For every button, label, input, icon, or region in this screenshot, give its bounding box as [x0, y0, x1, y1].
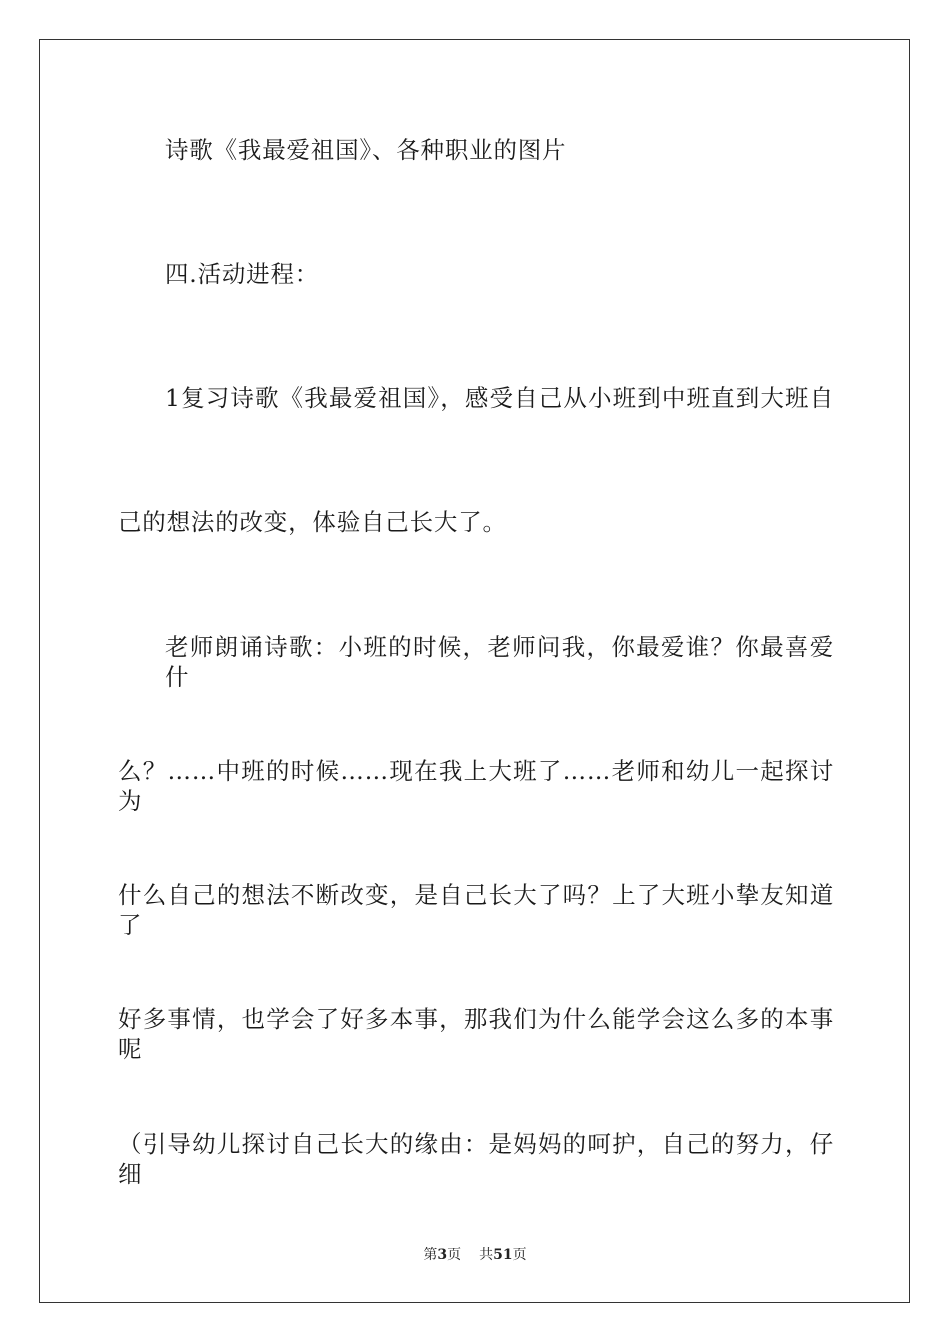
paragraph-line: 老师朗诵诗歌：小班的时候，老师问我，你最爱谁？你最喜爱什	[165, 633, 834, 691]
paragraph-line: 1复习诗歌《我最爱祖国》，感受自己从小班到中班直到大班自	[165, 384, 834, 412]
total-suffix: 页	[512, 1247, 527, 1263]
page-number: 3	[437, 1247, 448, 1263]
page-footer	[0, 1246, 950, 1264]
page-prefix: 第	[423, 1247, 438, 1263]
paragraph-line: （引导幼儿探讨自己长大的缘由：是妈妈的呵护，自己的努力，仔细	[118, 1130, 834, 1188]
paragraph-line: 己的想法的改变，体验自己长大了。	[118, 508, 507, 536]
paragraph-line: 什么自己的想法不断改变，是自己长大了吗？上了大班小挚友知道了	[118, 881, 834, 939]
text-line-materials: 诗歌《我最爱祖国》、各种职业的图片	[165, 136, 567, 164]
total-pages: 51	[493, 1247, 513, 1263]
paragraph-line: 好多事情，也学会了好多本事，那我们为什么能学会这么多的本事呢	[118, 1005, 834, 1063]
section-heading-activity-process: 四.活动进程：	[165, 260, 320, 288]
total-prefix: 共	[479, 1247, 494, 1263]
page-suffix: 页	[447, 1247, 462, 1263]
paragraph-line: 么？……中班的时候……现在我上大班了……老师和幼儿一起探讨为	[118, 757, 834, 815]
